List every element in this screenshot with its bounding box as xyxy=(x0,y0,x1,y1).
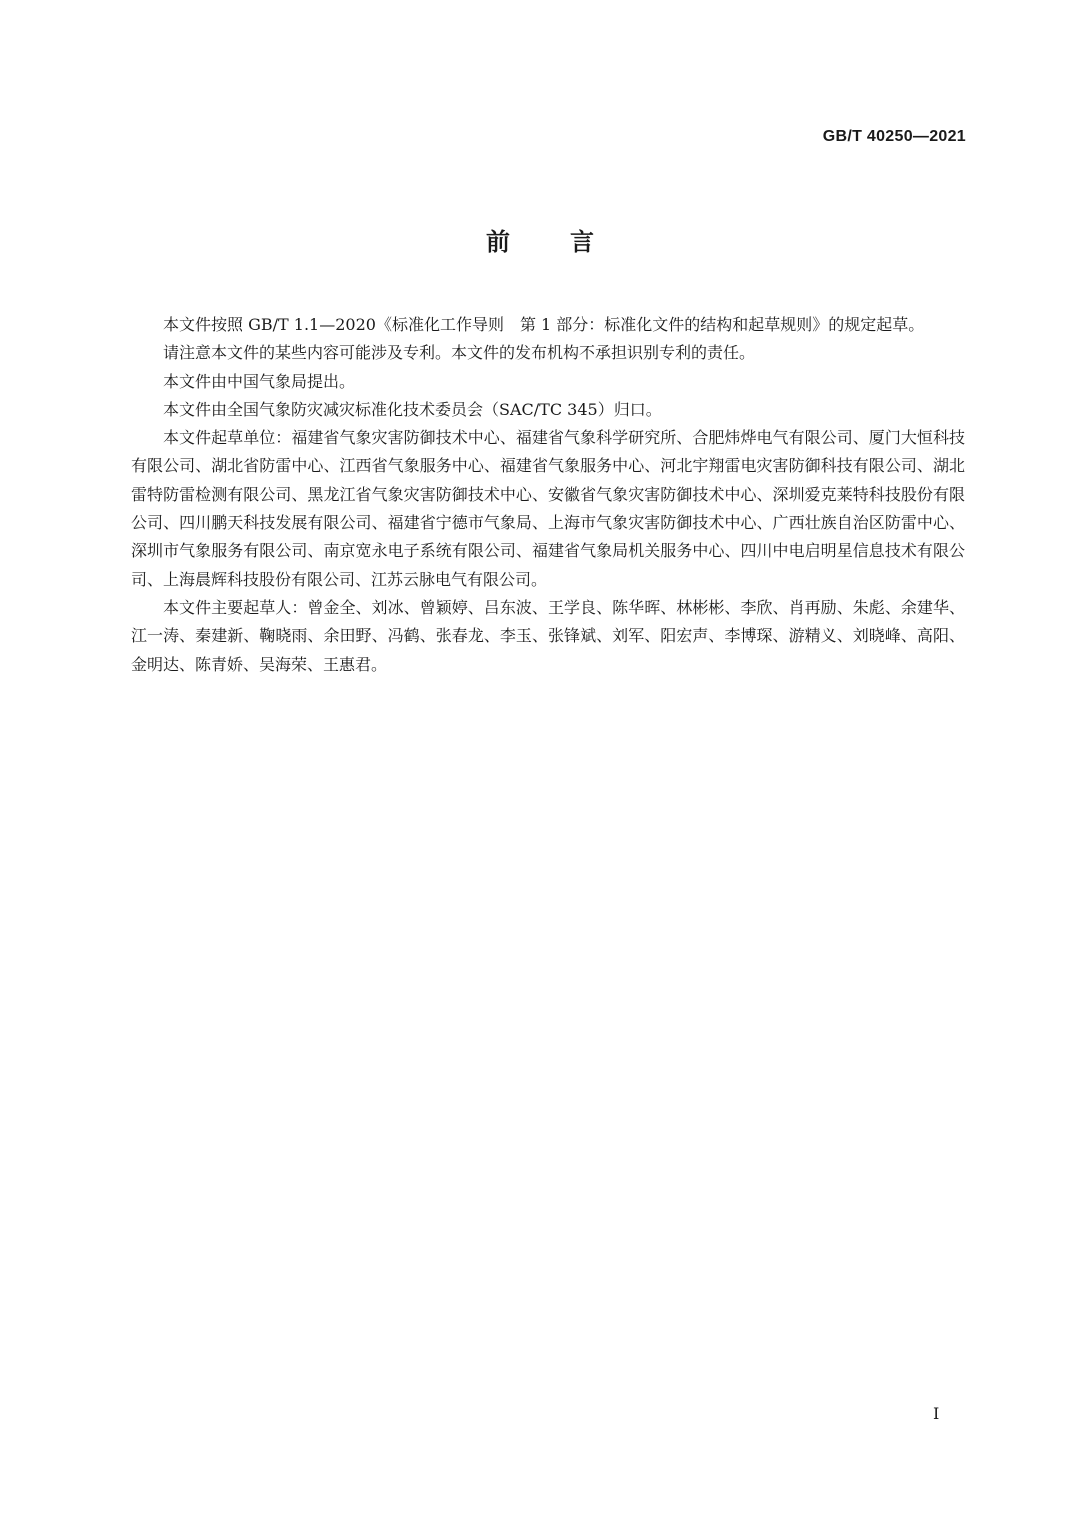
document-number: GB/T 40250—2021 xyxy=(822,128,966,145)
paragraph-drafters: 本文件主要起草人：曾金全、刘冰、曾颖婷、吕东波、王学良、陈华晖、林彬彬、李欣、肖再励、朱彪、余建华、江一涛、秦建新、鞠晓雨、余田野、冯鹤、张春龙、李玉、张锋斌、刘军、阳宏声、李博琛、游精义、刘晓峰、高阳、金明达、陈青娇、吴海荣、王惠君。 xyxy=(131,597,965,674)
page-title: 前言 xyxy=(486,228,654,256)
foreword-body xyxy=(131,311,965,679)
paragraph-proposer: 本文件由中国气象局提出。 xyxy=(163,371,356,391)
paragraph-committee: 本文件由全国气象防灾减灾标准化技术委员会（SAC/TC 345）归口。 xyxy=(163,399,662,419)
page-number: I xyxy=(933,1404,940,1423)
paragraph-patent-notice: 请注意本文件的某些内容可能涉及专利。本文件的发布机构不承担识别专利的责任。 xyxy=(163,343,756,363)
paragraph-drafting-units: 本文件起草单位：福建省气象灾害防御技术中心、福建省气象科学研究所、合肥炜烨电气有限公司、厦门大恒科技有限公司、湖北省防雷中心、江西省气象服务中心、福建省气象服务中心、河北宇翔雷电灾害防御科技有限公司、湖北雷特防雷检测有限公司、黑龙江省气象灾害防御技术中心、安徽省气象灾害防御技术中心、深圳爱克莱特科技股份有限公司、四川鹏天科技发展有限公司、福建省宁德市气象局、上海市气象灾害防御技术中心、广西壮族自治区防雷中心、深圳市气象服务有限公司、南京宽永电子系统有限公司、福建省气象局机关服务中心、四川中电启明星信息技术有限公司、上海晨辉科技股份有限公司、江苏云脉电气有限公司。 xyxy=(131,428,965,589)
paragraph-drafting-rules: 本文件按照 GB/T 1.1—2020《标准化工作导则 第 1 部分：标准化文件的结构和起草规则》的规定起草。 xyxy=(163,315,925,334)
